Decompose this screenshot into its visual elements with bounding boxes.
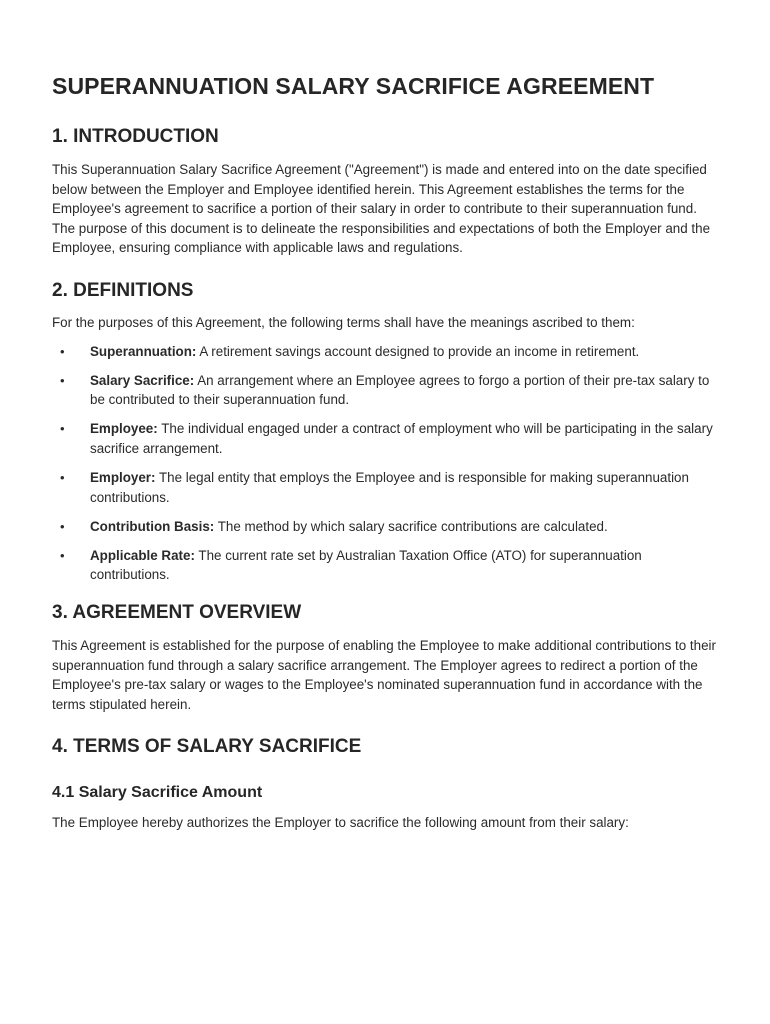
list-item <box>52 371 720 410</box>
list-item <box>52 517 720 537</box>
section-heading-definitions: 2. DEFINITIONS <box>52 279 194 301</box>
definition-term: Superannuation: <box>90 343 197 359</box>
list-item <box>52 342 720 362</box>
document-page <box>52 0 720 833</box>
bullet-icon: • <box>60 547 65 563</box>
definition-text: The legal entity that employs the Employee and is responsible for making superannuation contributions. <box>90 470 689 505</box>
overview-paragraph: This Agreement is established for the purpose of enabling the Employee to make additional contributions to their superannuation fund through a salary sacrifice arrangement. The Employer agrees to redirect a portion of the Employee's pre-tax salary or wages to the Employee's nominated superannuation fund in accordance with the terms stipulated herein. <box>52 638 716 712</box>
definition-text: An arrangement where an Employee agrees to forgo a portion of their pre-tax salary to be contributed to their superannuation fund. <box>90 372 710 408</box>
definition-text: A retirement savings account designed to provide an income in retirement. <box>196 343 640 359</box>
bullet-icon: • <box>60 518 65 534</box>
subsection-heading-amount: 4.1 Salary Sacrifice Amount <box>52 784 263 802</box>
definitions-list <box>52 342 720 585</box>
section-heading-terms: 4. TERMS OF SALARY SACRIFICE <box>52 736 362 758</box>
definition-term: Employer: <box>90 470 156 486</box>
definition-term: Applicable Rate: <box>90 547 195 563</box>
section-heading-overview: 3. AGREEMENT OVERVIEW <box>52 602 302 623</box>
definition-term: Employee: <box>90 421 158 437</box>
bullet-icon: • <box>60 372 65 388</box>
list-item <box>52 468 720 507</box>
definition-term: Contribution Basis: <box>90 518 215 534</box>
list-item <box>52 546 720 585</box>
bullet-icon: • <box>60 343 65 359</box>
definition-term: Salary Sacrifice: <box>90 372 195 388</box>
section-heading-introduction: 1. INTRODUCTION <box>52 126 219 147</box>
definitions-intro: For the purposes of this Agreement, the following terms shall have the meanings ascribed to them: <box>52 314 635 330</box>
definition-text: The individual engaged under a contract of employment who will be participating in the salary sacrifice arrangement. <box>90 421 713 456</box>
document-title: SUPERANNUATION SALARY SACRIFICE AGREEMENT <box>52 73 655 99</box>
bullet-icon: • <box>60 470 65 486</box>
introduction-paragraph: This Superannuation Salary Sacrifice Agreement ("Agreement") is made and entered into on the date specified below between the Employer and Employee identified herein. This Agreement establishes the terms for the Employee's agreement to sacrifice a portion of their salary in order to contribute to their superannuation fund. The purpose of this document is to delineate the responsibilities and expectations of both the Employer and the Employee, ensuring compliance with applicable laws and regulations. <box>52 162 711 256</box>
definition-text: The method by which salary sacrifice contributions are calculated. <box>214 518 608 534</box>
list-item <box>52 419 720 458</box>
definition-text: The current rate set by Australian Taxation Office (ATO) for superannuation contributions. <box>90 547 642 583</box>
bullet-icon: • <box>60 421 65 437</box>
amount-paragraph: The Employee hereby authorizes the Employer to sacrifice the following amount from their salary: <box>52 815 629 831</box>
